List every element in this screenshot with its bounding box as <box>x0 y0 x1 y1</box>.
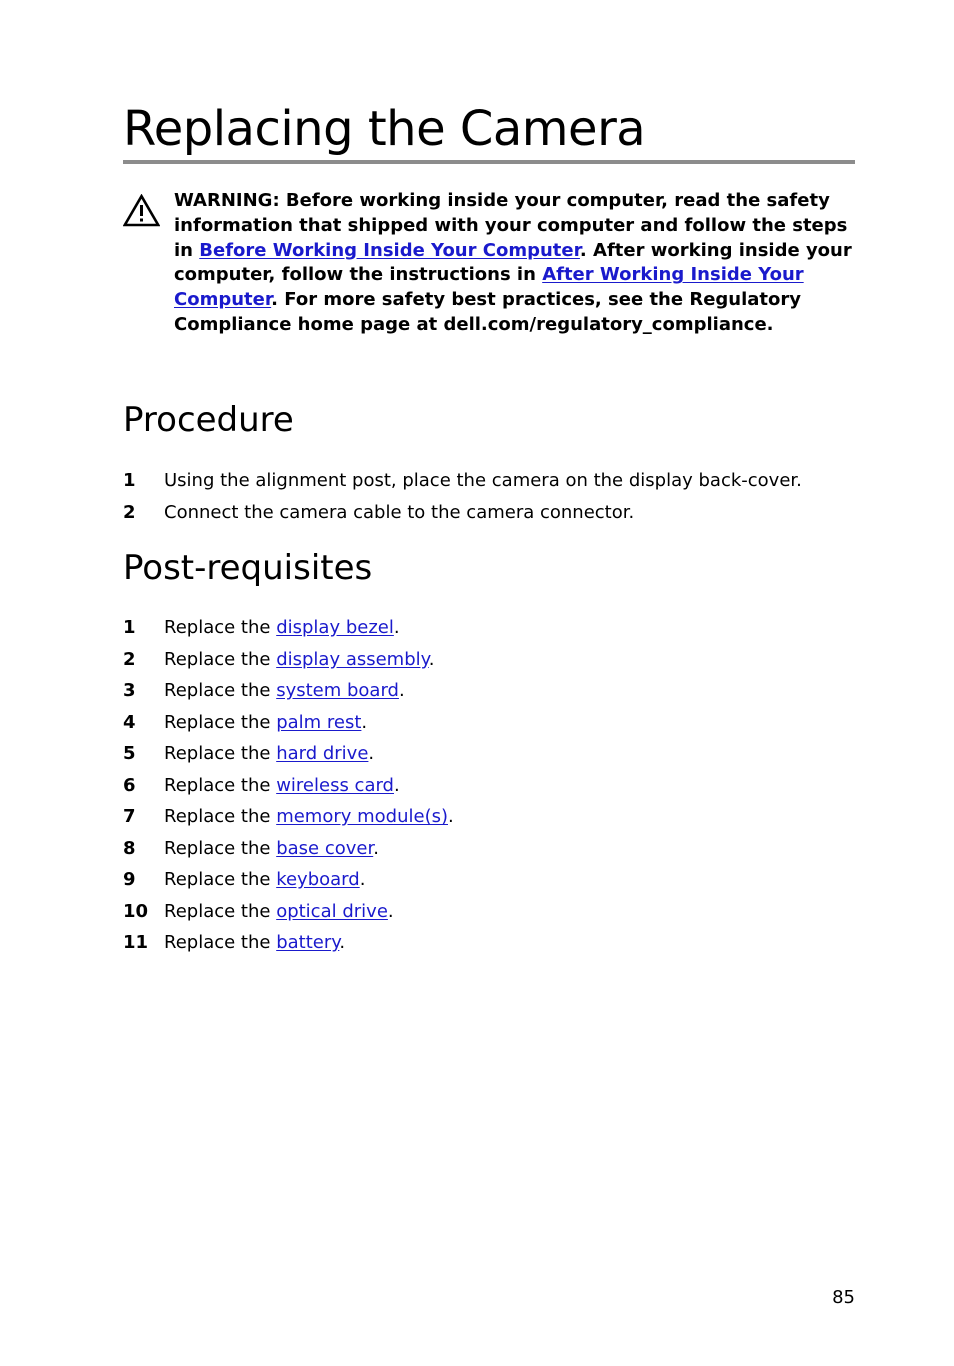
warning-text-part: . For more safety best practices, see the Regulatory Compliance home page at dell.com/regulatory_compliance. <box>174 289 801 335</box>
optical-drive-link[interactable]: optical drive <box>276 900 388 922</box>
post-requisite-step <box>123 707 855 739</box>
post-requisite-step <box>123 612 855 644</box>
step-prefix: Replace the <box>164 806 277 827</box>
post-requisite-step <box>123 675 855 707</box>
procedure-steps-list <box>123 465 855 529</box>
display-bezel-link[interactable]: display bezel <box>276 617 394 638</box>
step-number: 8 <box>123 837 136 859</box>
step-number: 1 <box>123 617 136 638</box>
warning-text <box>174 189 854 338</box>
post-requisite-step <box>123 801 855 833</box>
step-suffix: . <box>359 869 366 890</box>
post-requisite-step <box>123 644 855 676</box>
step-suffix: . <box>387 900 394 922</box>
after-working-inside-link[interactable]: After Working Inside Your Computer <box>174 264 804 311</box>
memory-modules-link[interactable]: memory module(s) <box>276 806 448 827</box>
system-board-link[interactable]: system board <box>276 680 399 701</box>
step-prefix: Replace the <box>164 932 277 953</box>
step-prefix: Replace the <box>164 680 277 701</box>
before-working-inside-link[interactable]: Before Working Inside Your Computer <box>199 239 580 261</box>
step-prefix: Replace the <box>164 900 277 922</box>
step-suffix: . <box>361 711 368 733</box>
step-prefix: Replace the <box>164 774 277 796</box>
page-title: Replacing the Camera <box>123 101 646 157</box>
step-number: 1 <box>123 470 136 491</box>
step-suffix: . <box>368 743 375 764</box>
step-number: 2 <box>123 648 136 670</box>
step-suffix: . <box>393 774 400 796</box>
wireless-card-link[interactable]: wireless card <box>276 774 394 796</box>
step-suffix: . <box>448 806 454 827</box>
step-number: 6 <box>123 774 136 796</box>
step-suffix: . <box>339 932 346 953</box>
procedure-step <box>123 465 855 497</box>
hard-drive-link[interactable]: hard drive <box>276 743 369 764</box>
step-suffix: . <box>373 837 379 859</box>
procedure-step <box>123 497 855 529</box>
post-requisites-heading: Post-requisites <box>123 548 373 588</box>
post-requisite-step <box>123 738 855 770</box>
step-prefix: Replace the <box>164 648 277 670</box>
battery-link[interactable]: battery <box>276 932 340 953</box>
post-requisite-step <box>123 927 855 959</box>
step-number: 7 <box>123 806 136 827</box>
display-assembly-link[interactable]: display assembly <box>276 648 429 670</box>
base-cover-link[interactable]: base cover <box>276 837 374 859</box>
step-prefix: Replace the <box>164 869 277 890</box>
post-requisite-step <box>123 833 855 865</box>
step-suffix: . <box>428 648 435 670</box>
post-requisites-steps-list <box>123 612 855 959</box>
step-suffix: . <box>393 617 400 638</box>
step-number: 4 <box>123 711 136 733</box>
step-text: Using the alignment post, place the camera on the display back-cover. <box>164 470 802 491</box>
step-number: 11 <box>123 932 149 953</box>
procedure-heading: Procedure <box>123 400 294 440</box>
keyboard-link[interactable]: keyboard <box>276 869 360 890</box>
palm-rest-link[interactable]: palm rest <box>276 711 362 733</box>
warning-triangle-icon <box>123 194 160 227</box>
step-text: Connect the camera cable to the camera connector. <box>164 502 635 523</box>
step-number: 2 <box>123 502 136 523</box>
post-requisite-step <box>123 896 855 928</box>
step-suffix: . <box>398 680 405 701</box>
step-prefix: Replace the <box>164 711 277 733</box>
warning-text-part: WARNING: Before working inside your computer, read the safety information that shipped with your computer and follow the steps in <box>174 190 848 261</box>
step-prefix: Replace the <box>164 617 277 638</box>
step-number: 3 <box>123 680 136 701</box>
post-requisite-step <box>123 864 855 896</box>
step-number: 10 <box>123 900 149 922</box>
step-number: 9 <box>123 869 136 890</box>
title-underline-rule <box>123 160 855 164</box>
step-prefix: Replace the <box>164 743 277 764</box>
step-prefix: Replace the <box>164 837 277 859</box>
page-number: 85 <box>832 1287 855 1308</box>
warning-text-part: . After working inside your computer, follow the instructions in <box>174 239 852 286</box>
post-requisite-step <box>123 770 855 802</box>
step-number: 5 <box>123 743 136 764</box>
